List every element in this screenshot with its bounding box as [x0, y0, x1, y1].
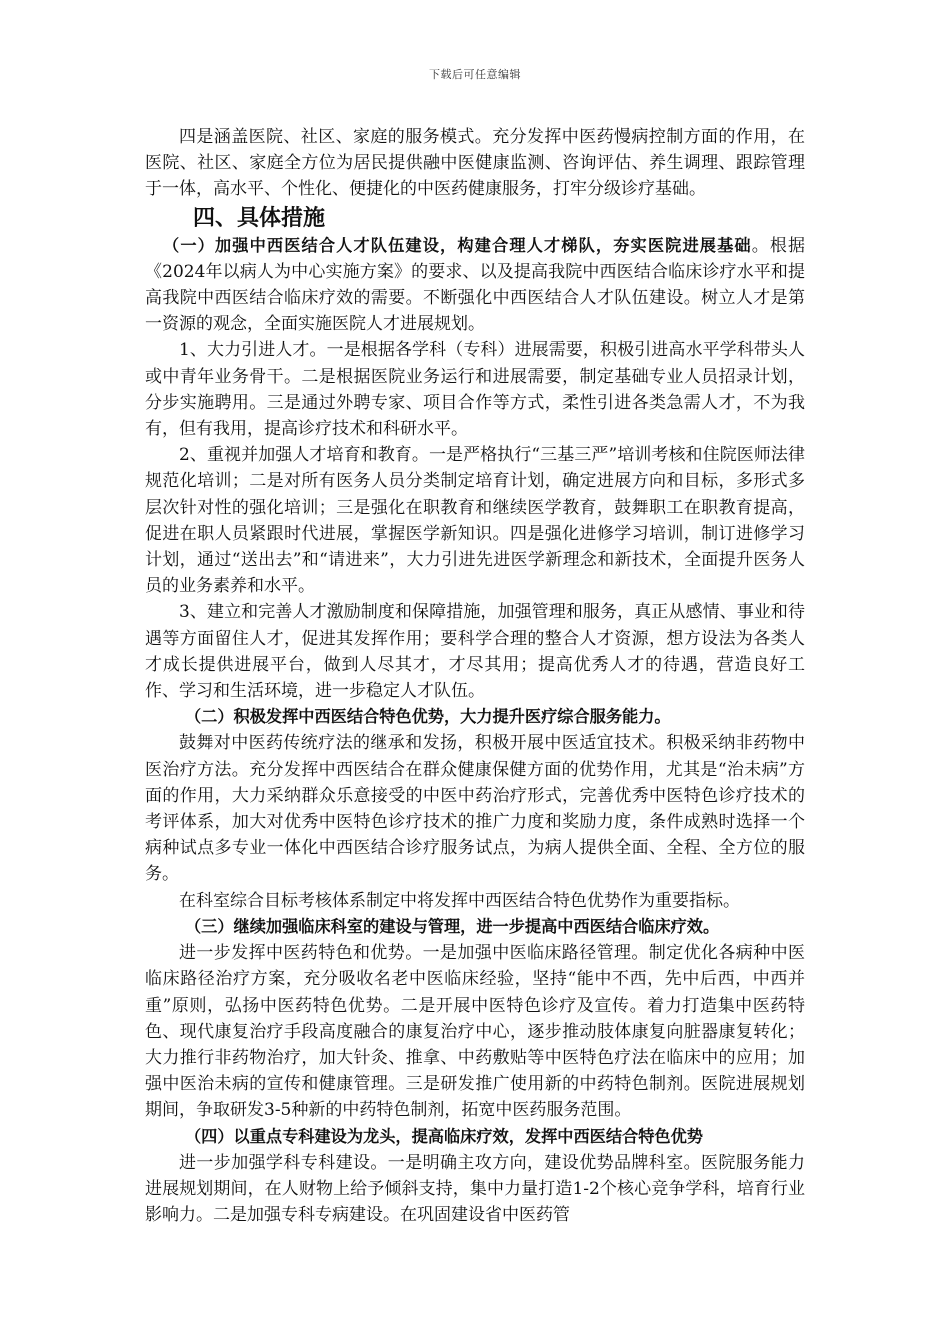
document-body [145, 124, 805, 1228]
paragraph-service-model: 四是涵盖医院、社区、家庭的服务模式。充分发挥中医药慢病控制方面的作用，在医院、社区、家庭全方位为居民提供融中医健康监测、咨询评估、养生调理、跟踪管理于一体，高水平、个性化、便捷化的中医药健康服务，打牢分级诊疗基础。 [145, 127, 805, 200]
paragraph-talent-intro-text: 。根据《2024年以病人为中心实施方案》的要求、以及提高我院中西医结合临床诊疗水平和提高我院中西医结合临床疗效的需要。不断强化中西医结合人才队伍建设。树立人才是第一资源的观念，全面实施医院人才进展规划。 [145, 235, 806, 335]
subsection-heading-advantages: （二）积极发挥中西医结合特色优势，大力提升医疗综合服务能力。 [185, 707, 671, 727]
paragraph-recruit-talent: 1、大力引进人才。一是根据各学科（专科）进展需要，积极引进高水平学科带头人或中青年业务骨干。二是根据医院业务运行和进展需要，制定基础专业人员招录计划，分步实施聘用。三是通过外聘专家、项目合作等方式，柔性引进各类急需人才，不为我有，但有我用，提高诊疗技术和科研水平。 [145, 340, 805, 440]
paragraph-tcm-therapy: 鼓舞对中医药传统疗法的继承和发扬，积极开展中医适宜技术。积极采纳非药物中医治疗方法。充分发挥中西医结合在群众健康保健方面的优势作用，尤其是“治未病”方面的作用，大力采纳群众乐意接受的中医中药治疗形式，完善优秀中医特色诊疗技术的考评体系，加大对优秀中医特色诊疗技术的推广力度和奖励力度，条件成熟时选择一个病种试点多专业一体化中西医结合诊疗服务试点，为病人提供全面、全程、全方位的服务。 [145, 733, 805, 885]
subsection-heading-clinical: （三）继续加强临床科室的建设与管理，进一步提高中西医结合临床疗效。 [185, 916, 720, 936]
subsection-heading-talent: （一）加强中西医结合人才队伍建设，构建合理人才梯队，夯实医院进展基础 [163, 235, 752, 255]
paragraph-train-talent: 2、重视并加强人才培育和教育。一是严格执行“三基三严”培训考核和住院医师法律规范化培训；二是对所有医务人员分类制定培育计划，确定进展方向和目标，多形式多层次针对性的强化培训；三是强化在职教育和继续医学教育，鼓舞职工在职教育提高，促进在职人员紧跟时代进展，掌握医学新知识。四是强化进修学习培训，制订进修学习计划，通过“送出去”和“请进来”，大力引进先进医学新理念和新技术，全面提升医务人员的业务素养和水平。 [145, 445, 805, 597]
paragraph-incentive-system: 3、建立和完善人才激励制度和保障措施，加强管理和服务，真正从感情、事业和待遇等方面留住人才，促进其发挥作用；要科学合理的整合人才资源，想方设法为各类人才成长提供进展平台，做到人尽其才，才尽其用；提高优秀人才的待遇，营造良好工作、学习和生活环境，进一步稳定人才队伍。 [145, 602, 805, 702]
paragraph-tcm-features: 进一步发挥中医药特色和优势。一是加强中医临床路径管理。制定优化各病种中医临床路径治疗方案，充分吸收名老中医临床经验，坚持“能中不西，先中后西，中西并重”原则，弘扬中医药特色优势。二是开展中医特色诊疗及宣传。着力打造集中医药特色、现代康复治疗手段高度融合的康复治疗中心，逐步推动肢体康复向脏器康复转化；大力推行非药物治疗，加大针灸、推拿、中药敷贴等中医特色疗法在临床中的应用；加强中医治未病的宣传和健康管理。三是研发推广使用新的中药特色制剂。医院进展规划期间，争取研发3-5种新的中药特色制剂，拓宽中医药服务范围。 [145, 943, 805, 1121]
paragraph-specialty-building: 进一步加强学科专科建设。一是明确主攻方向，建设优势品牌科室。医院服务能力进展规划期间，在人财物上给予倾斜支持，集中力量打造1-2个核心竞争学科，培育行业影响力。二是加强专科专病建设。在巩固建设省中医药管 [145, 1152, 805, 1226]
page-header: 下载后可任意编辑 [429, 68, 521, 81]
subsection-heading-specialty: （四）以重点专科建设为龙头，提高临床疗效，发挥中西医结合特色优势 [185, 1126, 703, 1146]
paragraph-talent-intro [145, 233, 805, 338]
paragraph-assessment-indicator: 在科室综合目标考核体系制定中将发挥中西医结合特色优势作为重要指标。 [179, 890, 740, 911]
section-heading-measures: 四、具体措施 [193, 204, 326, 231]
